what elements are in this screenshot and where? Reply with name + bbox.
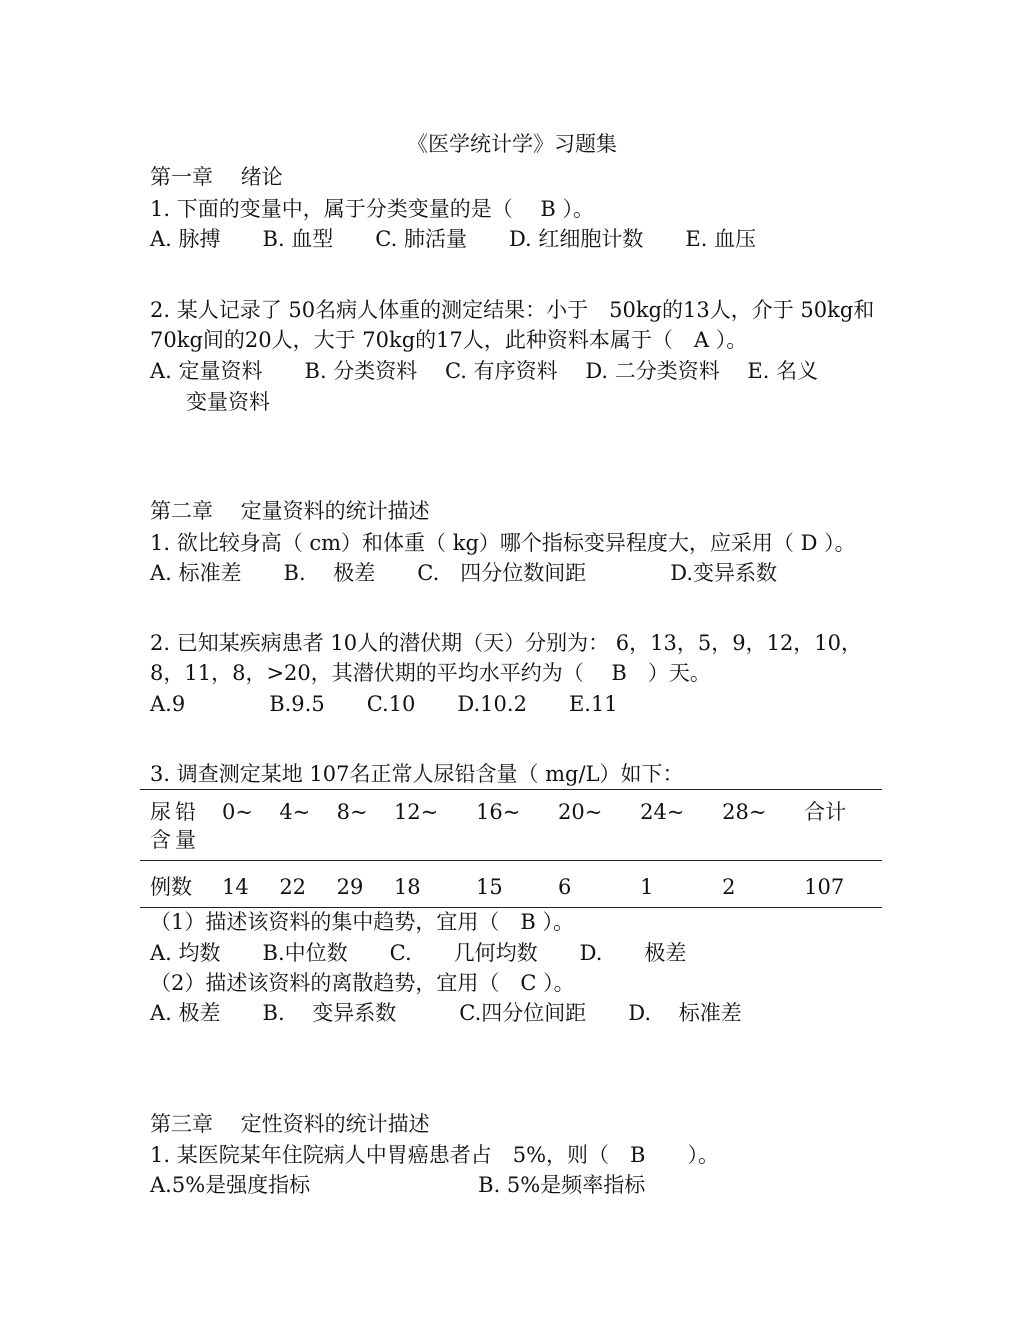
- ch2-question-3: 3. 调查测定某地 107名正常人尿铅含量（ mg/L）如下：: [150, 762, 684, 786]
- ch3-question-1: 1. 某医院某年住院病人中胃癌患者占 5%，则（ B ）。: [150, 1143, 719, 1167]
- ch3-question-1-options: A.5%是强度指标 B. 5%是频率指标: [150, 1173, 646, 1197]
- table-count-cell: 6: [558, 861, 640, 908]
- count-label: 例数: [140, 861, 222, 908]
- ch2-question-3-sub1: （1）描述该资料的集中趋势，宜用（ B ）。: [150, 910, 574, 934]
- chapter-2-heading: 第二章 定量资料的统计描述: [150, 499, 430, 523]
- table-header-cell: 8~: [336, 800, 368, 824]
- table-count-cell: 1: [640, 861, 722, 908]
- table-header-cell: 20~: [558, 800, 603, 824]
- table-header-cell: 12~: [393, 800, 439, 824]
- table-count-cell: 14: [222, 861, 279, 908]
- ch2-question-1: 1. 欲比较身高（ cm）和体重（ kg）哪个指标变异程度大，应采用（ D ）。: [150, 531, 856, 555]
- table-header-cell: 16~: [475, 800, 521, 824]
- ch2-question-3-sub2-options: A. 极差 B. 变异系数 C.四分位间距 D. 标准差: [150, 1001, 742, 1025]
- ch2-question-2-options: A.9 B.9.5 C.10 D.10.2 E.11: [150, 692, 618, 716]
- ch1-question-2-line2: 70kg间的20人，大于 70kg的17人，此种资料本属于（ A ）。: [150, 328, 748, 352]
- table-header-cell: 28~: [722, 800, 767, 824]
- table-header-cell: 24~: [640, 800, 685, 824]
- lead-content-table: [140, 789, 882, 908]
- row-header-label: 尿铅含量: [150, 800, 200, 852]
- table-count-cell: 22: [279, 861, 336, 908]
- table-count-row: [140, 861, 882, 908]
- table-count-cell: 2: [722, 861, 804, 908]
- ch2-question-2-line1: 2. 已知某疾病患者 10人的潜伏期（天）分别为： 6，13，5，9，12，10，: [150, 631, 863, 655]
- table-header-cell: 4~: [279, 800, 311, 824]
- table-count-cell: 15: [476, 861, 558, 908]
- chapter-1-heading: 第一章 绪论: [150, 165, 283, 189]
- ch1-question-2-line1: 2. 某人记录了 50名病人体重的测定结果：小于 50kg的13人，介于 50kg和: [150, 298, 875, 322]
- chapter-3-heading: 第三章 定性资料的统计描述: [150, 1112, 430, 1136]
- ch1-question-2-options: A. 定量资料 B. 分类资料 C. 有序资料 D. 二分类资料 E. 名义: [150, 359, 819, 383]
- ch2-question-1-options: A. 标准差 B. 极差 C. 四分位数间距 D.变异系数: [150, 561, 778, 585]
- table-header-row: [140, 790, 882, 861]
- table-header-cell: 合计: [804, 800, 847, 824]
- ch1-question-2-options-cont: 变量资料: [186, 390, 270, 414]
- ch1-question-1-options: A. 脉搏 B. 血型 C. 肺活量 D. 红细胞计数 E. 血压: [150, 227, 757, 251]
- table-count-cell: 29: [337, 861, 394, 908]
- table-count-cell: 18: [394, 861, 476, 908]
- table-count-cell: 107: [804, 861, 882, 908]
- ch1-question-1: 1. 下面的变量中，属于分类变量的是（ B ）。: [150, 197, 594, 221]
- ch2-question-2-line2: 8，11，8，>20，其潜伏期的平均水平约为（ B ）天。: [150, 661, 711, 685]
- ch2-question-3-sub1-options: A. 均数 B.中位数 C. 几何均数 D. 极差: [150, 941, 687, 965]
- ch2-question-3-sub2: （2）描述该资料的离散趋势，宜用（ C ）。: [150, 971, 575, 995]
- document-title: 《医学统计学》习题集: [407, 132, 617, 156]
- table-header-cell: 0~: [222, 800, 253, 824]
